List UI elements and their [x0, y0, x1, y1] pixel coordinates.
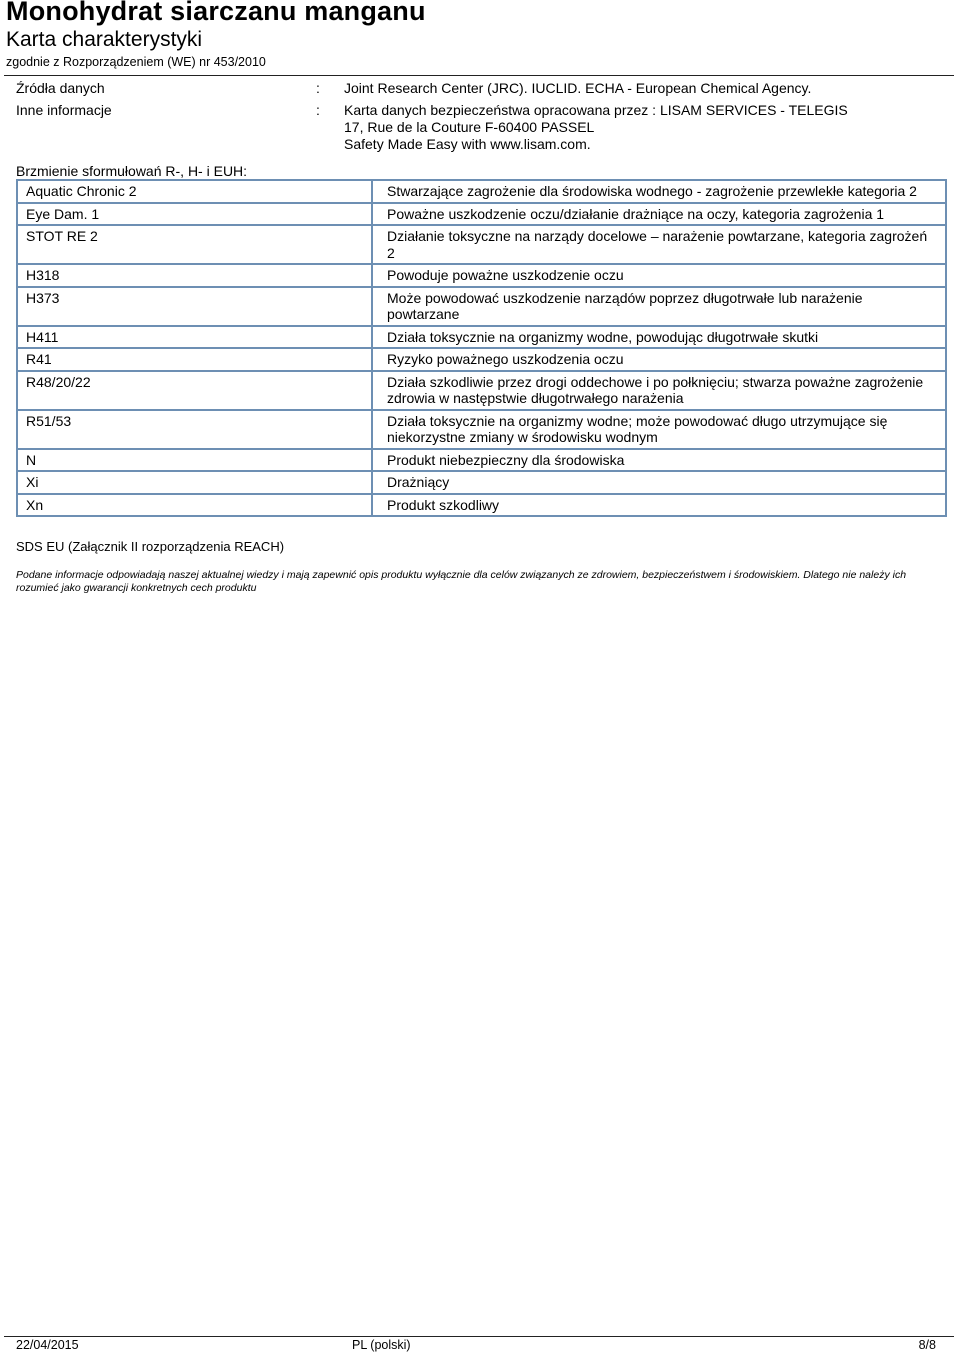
- table-row: [17, 371, 946, 410]
- document-title: Monohydrat siarczanu manganu: [6, 0, 426, 26]
- disclaimer: Podane informacje odpowiadają naszej aktualnej wiedzy i mają zapewnić opis produktu wyłącznie dla celów związanych ze zdrowiem, bezpieczeństwem i środowiskiem. Dlatego nie należy ich rozumieć jako gwarancji konkretnych cech produktu: [16, 569, 907, 594]
- phrase-text: Działa toksycznie na organizmy wodne, powodując długotrwałe skutki: [372, 326, 946, 349]
- phrase-text: Produkt niebezpieczny dla środowiska: [372, 449, 946, 472]
- phrases-heading: Brzmienie sformułowań R-, H- i EUH:: [16, 163, 248, 179]
- sds-note: SDS EU (Załącznik II rozporządzenia REACH): [16, 539, 285, 554]
- phrase-text: Ryzyko poważnego uszkodzenia oczu: [372, 348, 946, 371]
- regulation-reference: zgodnie z Rozporządzeniem (WE) nr 453/2010: [6, 55, 266, 69]
- footer-language: PL (polski): [352, 1338, 411, 1352]
- phrase-code: Xn: [17, 494, 372, 517]
- table-row: [17, 471, 946, 494]
- table-row: [17, 203, 946, 226]
- info-colon: :: [316, 80, 320, 96]
- phrase-code: Eye Dam. 1: [17, 203, 372, 226]
- table-row: [17, 264, 946, 287]
- footer-date: 22/04/2015: [16, 1338, 79, 1352]
- table-row: [17, 449, 946, 472]
- phrase-code: H318: [17, 264, 372, 287]
- table-row: [17, 287, 946, 326]
- info-label: Źródła danych: [16, 80, 105, 96]
- phrase-code: Xi: [17, 471, 372, 494]
- info-colon: :: [316, 102, 320, 118]
- phrase-text: Drażniący: [372, 471, 946, 494]
- phrase-code: R48/20/22: [17, 371, 372, 410]
- footer-page-number: 8/8: [918, 1338, 936, 1352]
- phrase-text: Działa toksycznie na organizmy wodne; może powodować długo utrzymujące się niekorzystne zmiany w środowisku wodnym: [372, 410, 946, 449]
- phrases-table: [16, 179, 947, 517]
- phrase-code: STOT RE 2: [17, 225, 372, 264]
- footer-divider: [4, 1336, 954, 1337]
- table-row: [17, 410, 946, 449]
- phrase-text: Działanie toksyczne na narządy docelowe – narażenie powtarzane, kategoria zagrożeń 2: [372, 225, 946, 264]
- table-row: [17, 326, 946, 349]
- info-value: Karta danych bezpieczeństwa opracowana przez : LISAM SERVICES - TELEGIS 17, Rue de la Couture F-60400 PASSEL Safety Made Easy with www.lisam.com.: [344, 102, 848, 152]
- table-row: [17, 494, 946, 517]
- table-row: [17, 348, 946, 371]
- phrase-code: N: [17, 449, 372, 472]
- header-divider: [4, 75, 954, 76]
- phrase-text: Może powodować uszkodzenie narządów poprzez długotrwałe lub narażenie powtarzane: [372, 287, 946, 326]
- phrase-text: Poważne uszkodzenie oczu/działanie drażniące na oczy, kategoria zagrożenia 1: [372, 203, 946, 226]
- info-value: Joint Research Center (JRC). IUCLID. ECHA - European Chemical Agency.: [344, 80, 812, 96]
- phrase-text: Stwarzające zagrożenie dla środowiska wodnego - zagrożenie przewlekłe kategoria 2: [372, 180, 946, 203]
- info-label: Inne informacje: [16, 102, 112, 118]
- document-subtitle: Karta charakterystyki: [6, 28, 203, 51]
- table-row: [17, 180, 946, 203]
- phrase-code: H411: [17, 326, 372, 349]
- table-row: [17, 225, 946, 264]
- phrase-code: R51/53: [17, 410, 372, 449]
- phrase-text: Działa szkodliwie przez drogi oddechowe i po połknięciu; stwarza poważne zagrożenie zdrowia w następstwie długotrwałego narażenia: [372, 371, 946, 410]
- phrase-text: Produkt szkodliwy: [372, 494, 946, 517]
- phrase-code: R41: [17, 348, 372, 371]
- phrase-text: Powoduje poważne uszkodzenie oczu: [372, 264, 946, 287]
- phrase-code: H373: [17, 287, 372, 326]
- phrase-code: Aquatic Chronic 2: [17, 180, 372, 203]
